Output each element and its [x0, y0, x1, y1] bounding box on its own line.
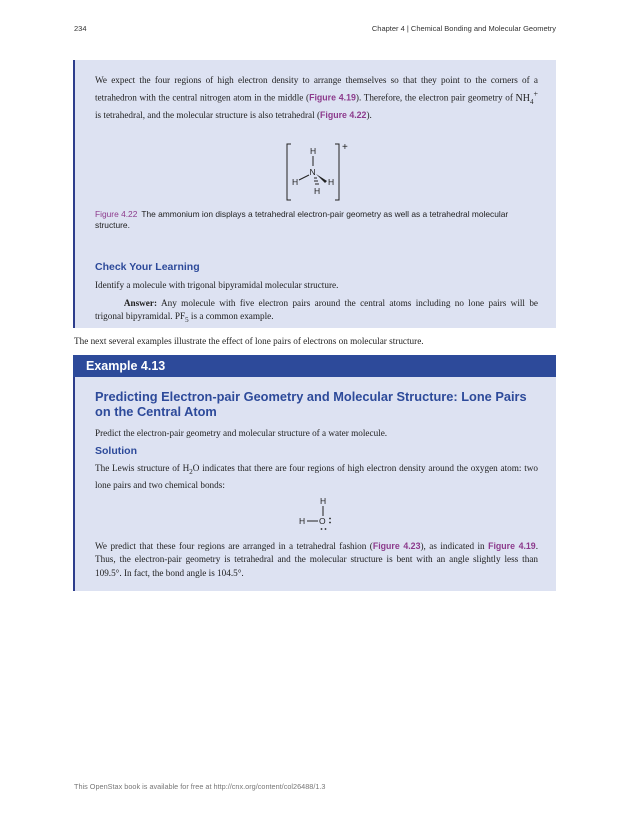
formula-subscript: 5: [185, 316, 189, 325]
caption-text: The ammonium ion displays a tetrahedral electron-pair geometry as well as a tetrahedral molecular structure.: [95, 209, 509, 231]
example-question: Predict the electron-pair geometry and molecular structure of a water molecule.: [95, 428, 388, 438]
chapter-title: Chapter 4 | Chemical Bonding and Molecular Geometry: [371, 24, 556, 33]
caption-label: Figure 4.22: [95, 209, 138, 219]
ammonium-formula: [515, 89, 538, 106]
check-your-learning-title: Check Your Learning: [95, 261, 200, 273]
lone-pair-dot: [325, 528, 327, 530]
text-span: . Thus, the electron-pair geometry is tetrahedral and the molecular structure is bent with an angle slightly less than 109.5°. In fact, the bond angle is 104.5°.: [95, 541, 538, 578]
transition-paragraph: The next several examples illustrate the effect of lone pairs of electrons on molecular structure.: [74, 336, 424, 346]
water-lewis-structure: [297, 495, 337, 535]
figure-caption: [95, 209, 535, 232]
left-bracket: [287, 144, 291, 200]
right-bracket: [335, 144, 339, 200]
text-span: ). Therefore, the electron pair geometry of: [355, 92, 516, 103]
charge-plus: +: [342, 142, 348, 153]
formula-base: NH: [515, 92, 530, 104]
formula-subscript: 4: [529, 97, 534, 106]
atom-h-top: H: [310, 146, 317, 156]
bond-wedge: [316, 174, 327, 183]
formula-superscript: +: [533, 89, 538, 99]
text-span: ).: [366, 110, 372, 121]
page-number: 234: [74, 24, 87, 33]
formula-subscript: 2: [189, 467, 193, 476]
text-span: O indicates that there are four regions of high electron density around the oxygen atom: two lone pairs and two chemical bonds:: [95, 463, 538, 491]
atom-h-bottom: H: [314, 186, 321, 196]
ammonium-ion-figure: [283, 142, 363, 202]
text-span: We expect the four regions of high electron density to arrange themselves so that they point to the corners of a tetrahedron with the central nitrogen atom in the middle (: [95, 75, 538, 103]
lone-pair-dot: [321, 528, 323, 530]
figure-4-19-link[interactable]: Figure 4.19: [309, 92, 356, 103]
text-span: ), as indicated in: [420, 541, 489, 551]
atom-n: N: [309, 167, 316, 177]
text-span: The Lewis structure of H: [95, 463, 190, 473]
solution-paragraph-1: [95, 462, 538, 493]
text-span: is tetrahedral, and the molecular structure is also tetrahedral (: [95, 110, 320, 121]
answer-label: Answer:: [123, 298, 157, 308]
solution-title: Solution: [95, 445, 137, 457]
atom-h-right: H: [328, 177, 335, 187]
solution-paragraph-2: [95, 540, 538, 580]
intro-paragraph: [95, 74, 538, 123]
bond-left: [299, 175, 309, 180]
check-question: Identify a molecule with trigonal bipyramidal molecular structure.: [95, 280, 339, 290]
figure-4-22-link[interactable]: Figure 4.22: [320, 110, 367, 121]
text-span: We predict that these four regions are arranged in a tetrahedral fashion (: [95, 541, 373, 551]
lone-pair-dot: [329, 518, 331, 520]
lone-pair-dot: [329, 522, 331, 524]
figure-4-23-link[interactable]: Figure 4.23: [372, 541, 421, 551]
atom-h-top: H: [320, 496, 327, 506]
text-span: is a common example.: [188, 311, 274, 322]
answer-text: [95, 298, 538, 325]
check-answer: [95, 297, 538, 328]
figure-4-19-link[interactable]: Figure 4.19: [488, 541, 536, 551]
atom-h-left: H: [292, 177, 299, 187]
atom-h-left: H: [299, 516, 306, 526]
page-footer: This OpenStax book is available for free at http://cnx.org/content/col26488/1.3: [74, 782, 326, 791]
atom-o: O: [319, 516, 326, 526]
example-box: [73, 377, 556, 591]
text-span: Any molecule with five electron pairs around the central atoms including no lone pairs will be trigonal bipyramidal. PF: [95, 298, 538, 322]
example-header: Example 4.13: [73, 355, 556, 377]
example-title: Predicting Electron-pair Geometry and Molecular Structure: Lone Pairs on the Central Atom: [95, 389, 527, 419]
example-continuation-box: [73, 60, 556, 328]
